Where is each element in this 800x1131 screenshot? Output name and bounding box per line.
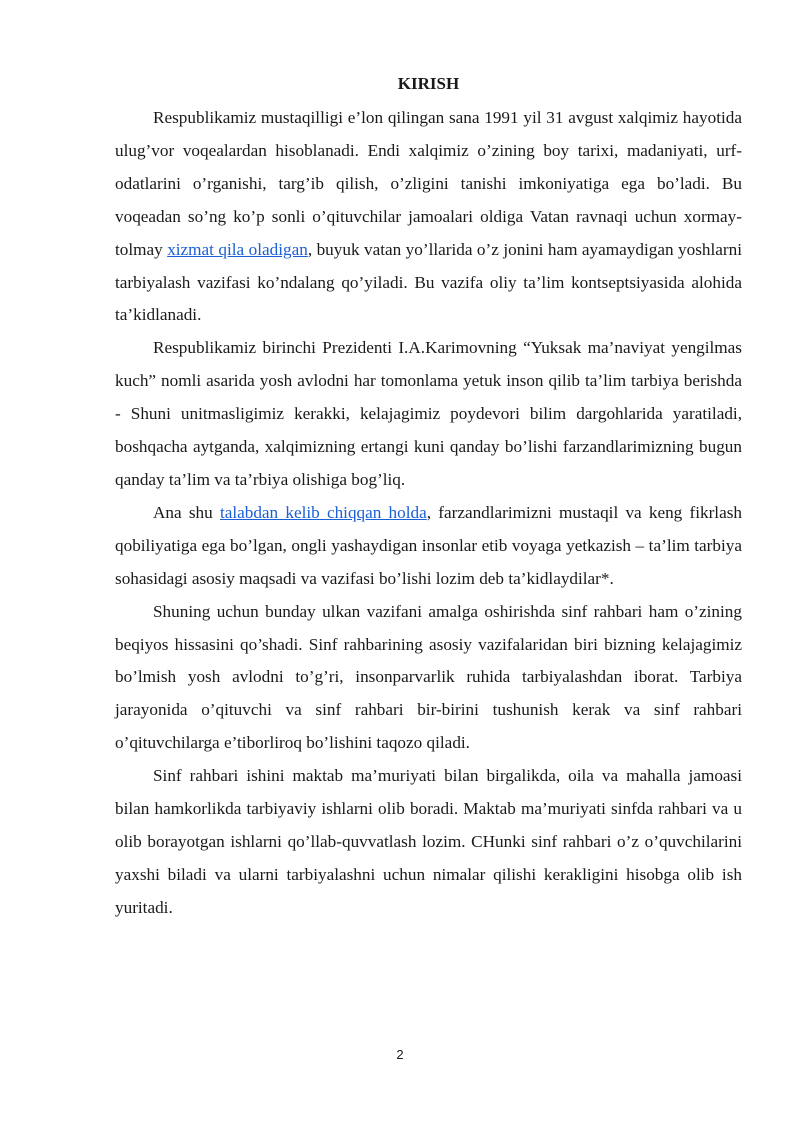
document-page bbox=[115, 74, 742, 925]
paragraph-text: Respublikamiz birinchi Prezidenti I.A.Karimovning “Yuksak ma’naviyat yengilmas kuch” nomli asarida yosh avlodni har tomonlama yetuk inson qilib ta’lim tarbiya berishda - Shuni unitmasligimiz kerakki, kelajagimiz poydevori bilim dargohlarida yaratiladi, boshqacha aytganda, xalqimizning ertangi kuni qanday bo’lishi farzandlarimizning bugun qanday ta’lim va ta’rbiya olishiga bog’liq. bbox=[115, 338, 742, 489]
hyperlink-talabdan-kelib-chiqqan-holda[interactable]: talabdan kelib chiqqan holda bbox=[219, 502, 427, 522]
paragraph-text: , buyuk vatan yo’llarida o’z jonini ham ayamaydigan yoshlarni tarbiyalash vazifasi ko’ndalang qo’yiladi. Bu vazifa oliy ta’lim kontseptsiyasida alohida ta’kidlanadi. bbox=[115, 239, 742, 325]
page-number: 2 bbox=[396, 1047, 404, 1062]
paragraph-text: , farzandlarimizni mustaqil va keng fikrlash qobiliyatiga ega bo’lgan, ongli yashaydigan insonlar etib voyaga yetkazish – ta’lim tarbiya sohasidagi asosiy maqsadi va vazifasi bo’lishi lozim deb ta’kidlaydilar*. bbox=[115, 502, 742, 588]
hyperlink-xizmat-qila-oladigan[interactable]: xizmat qila oladigan bbox=[167, 239, 308, 259]
paragraph-text: Shuning uchun bunday ulkan vazifani amalga oshirishda sinf rahbari ham o’zining beqiyos hissasini qo’shadi. Sinf rahbarining asosiy vazifalaridan biri bizning kelajagimiz bo’lmish yosh avlodni to’g’ri, insonparvarlik ruhida tarbiyalashdan iborat. Tarbiya jarayonida o’qituvchi va sinf rahbari bir-birini tushunish kerak va sinf rahbari o’qituvchilarga e’tiborliroq bo’lishini taqozo qiladi. bbox=[115, 601, 742, 753]
paragraph-1 bbox=[115, 102, 742, 332]
paragraph-4 bbox=[115, 596, 742, 761]
paragraph-5 bbox=[115, 760, 742, 925]
paragraph-3 bbox=[115, 497, 742, 596]
paragraph-text: Ana shu bbox=[153, 502, 220, 522]
paragraph-text: Sinf rahbari ishini maktab ma’muriyati bilan birgalikda, oila va mahalla jamoasi bilan hamkorlikda tarbiyaviy ishlarni olib boradi. Maktab ma’muriyati sinfda rahbari va u olib borayotgan ishlarni qo’llab-quvvatlash lozim. CHunki sinf rahbari o’z o’quvchilarini yaxshi biladi va ularni tarbiyalashni uchun nimalar qilishi kerakligini hisobga olib ish yuritadi. bbox=[115, 766, 742, 917]
document-title: KIRISH bbox=[397, 74, 460, 93]
paragraph-2 bbox=[115, 332, 742, 497]
paragraph-text: Respublikamiz mustaqilligi e’lon qilingan sana 1991 yil 31 avgust xalqimiz hayotida ulug’vor voqealardan hisoblanadi. Endi xalqimiz o’zining boy tarixi, madaniyati, urf-odatlarini o’rganishi, targ’ib qilish, o’zligini tanishi imkoniyatiga ega bo’ladi. Bu voqeadan so’ng ko’p sonli o’qituvchilar jamoalari oldiga Vatan ravnaqi uchun xormay-tolmay bbox=[115, 108, 742, 259]
